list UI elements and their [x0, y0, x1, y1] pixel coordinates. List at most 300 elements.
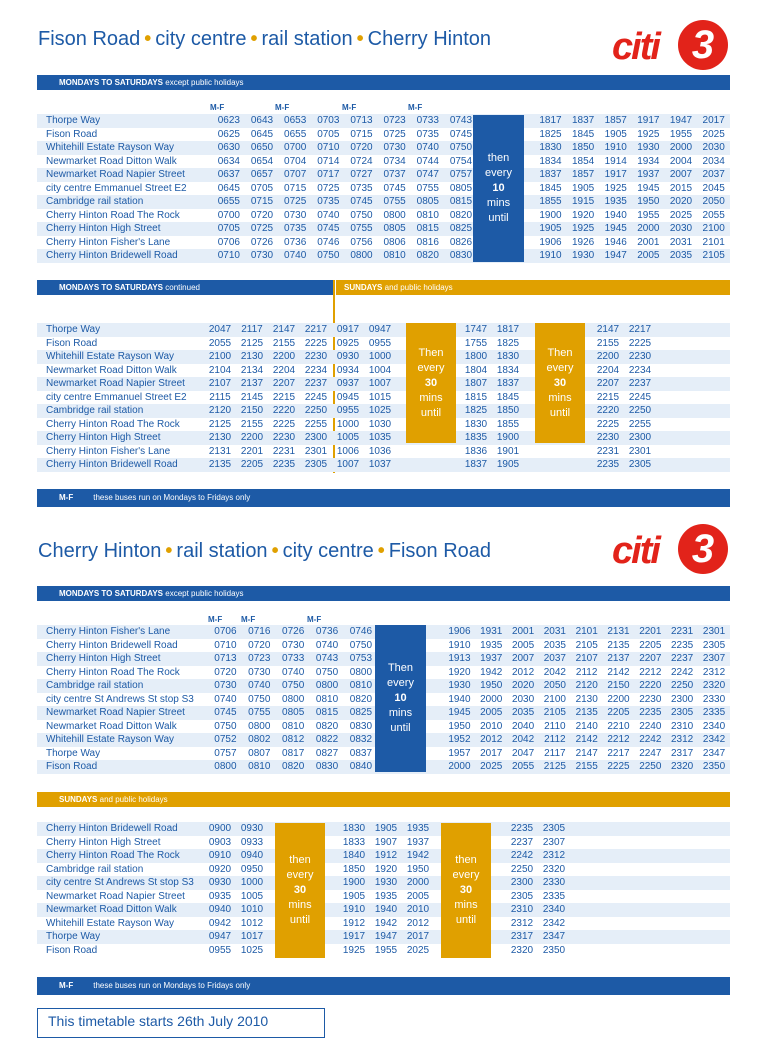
bullet-icon: •	[271, 540, 279, 562]
departure-time: 0730	[248, 666, 271, 678]
departure-time: 1945	[637, 182, 660, 194]
departure-time: 2012	[475, 733, 507, 747]
bar-sublabel: except public holidays	[165, 589, 244, 598]
departure-time: 1942	[402, 849, 434, 863]
departure-time: 2200	[236, 431, 268, 445]
departure-time: 1900	[539, 209, 562, 221]
departure-time: 1030	[368, 418, 392, 430]
departure-time: 1925	[342, 944, 366, 956]
departure-time: 2242	[671, 666, 694, 678]
departure-time: 1905	[370, 822, 402, 836]
departure-time: 0830	[310, 760, 344, 774]
departure-time: 1947	[665, 114, 698, 128]
departure-time: 2110	[544, 720, 566, 732]
box-interval: 10	[394, 692, 407, 704]
departure-time: 0930	[332, 350, 364, 364]
table-row	[37, 391, 730, 405]
departure-time: 2025	[669, 209, 693, 221]
box-text: until	[420, 406, 442, 419]
departure-time: 2104	[208, 364, 232, 376]
frequency-box	[535, 323, 585, 443]
row-filler	[570, 849, 730, 863]
departure-time: 1815	[464, 391, 488, 403]
stop-name: Newmarket Road Ditton Walk	[46, 364, 177, 376]
departure-time: 2237	[510, 836, 534, 848]
departure-time: 2207	[634, 652, 666, 666]
box-text: every	[485, 167, 512, 179]
departure-time: 1835	[460, 431, 492, 445]
box-text: mins	[486, 197, 511, 209]
departure-time: 2215	[272, 391, 296, 403]
departure-time: 0725	[245, 222, 278, 236]
departure-time: 0955	[368, 337, 392, 349]
departure-time: 1817	[534, 114, 567, 128]
box-text: then	[289, 854, 311, 866]
departure-time: 2237	[666, 652, 698, 666]
departure-time: 2230	[624, 350, 656, 364]
departure-time: 2250	[510, 863, 534, 875]
departure-time: 2017	[402, 930, 434, 944]
departure-time: 2215	[596, 391, 620, 403]
departure-time: 1907	[374, 836, 398, 848]
departure-time: 2305	[666, 706, 698, 720]
departure-time: 0947	[204, 930, 236, 944]
stop-name: Thorpe Way	[37, 930, 204, 944]
frequency-box	[275, 823, 325, 958]
departure-time: 0724	[350, 155, 373, 167]
table-row	[37, 431, 730, 445]
departure-time: 0832	[344, 733, 378, 747]
departure-time: 0757	[444, 168, 477, 182]
departure-time: 1940	[370, 903, 402, 917]
departure-time: 1850	[567, 141, 600, 155]
departure-time: 0815	[444, 195, 477, 209]
box-text: Then	[387, 662, 414, 674]
departure-time: 0740	[279, 249, 312, 263]
departure-time: 0805	[276, 706, 310, 720]
departure-time: 2112	[539, 733, 571, 747]
departure-time: 1830	[492, 350, 524, 364]
departure-time: 2135	[204, 458, 236, 472]
departure-time: 2235	[506, 822, 538, 836]
departure-time: 2150	[236, 404, 268, 418]
departure-time: 2240	[639, 720, 662, 732]
departure-time: 2035	[507, 706, 539, 720]
departure-time: 2342	[542, 917, 566, 929]
departure-time: 2147	[268, 323, 300, 337]
box-text: mins	[548, 391, 572, 404]
departure-time: 2100	[697, 222, 730, 236]
departure-time: 2012	[406, 917, 430, 929]
row-filler	[570, 876, 730, 890]
departure-time: 1004	[368, 364, 392, 376]
departure-time: 0752	[208, 733, 242, 747]
title-part: Cherry Hinton	[367, 28, 492, 50]
departure-time: 1942	[374, 917, 398, 929]
mf-note-bar	[37, 977, 730, 995]
departure-time: 2237	[624, 377, 656, 391]
departure-time: 0740	[282, 666, 305, 678]
stop-name: Newmarket Road Napier Street	[46, 890, 185, 902]
logo-number: 3	[678, 20, 728, 70]
departure-time: 1850	[492, 404, 524, 418]
departure-time: 2030	[511, 693, 535, 705]
departure-time: 2145	[240, 391, 264, 403]
table-row	[37, 863, 730, 877]
departure-time: 1950	[632, 195, 665, 209]
departure-time: 2231	[666, 625, 698, 639]
stop-name: Cherry Hinton High Street	[46, 836, 161, 848]
departure-time: 2300	[300, 431, 332, 445]
departure-time: 2155	[596, 337, 620, 349]
departure-time: 2020	[507, 679, 539, 693]
row-filler	[570, 863, 730, 877]
departure-time: 1913	[444, 652, 476, 666]
departure-time: 2225	[596, 418, 620, 430]
departure-time: 2230	[300, 350, 332, 364]
departure-time: 0822	[310, 733, 344, 747]
table-row	[37, 930, 730, 944]
departure-time: 2210	[607, 720, 630, 732]
departure-time: 2000	[480, 693, 503, 705]
table-row	[37, 822, 730, 836]
departure-time: 0703	[312, 114, 345, 128]
section1-title	[38, 28, 491, 51]
row-filler	[656, 418, 730, 432]
citi3-logo	[612, 20, 732, 76]
departure-time: 0713	[345, 114, 378, 128]
note-code: M-F	[59, 493, 74, 502]
departure-time: 1000	[364, 350, 396, 364]
departure-time: 2212	[603, 733, 635, 747]
departure-time: 0755	[378, 195, 411, 209]
departure-time: 1804	[464, 364, 488, 376]
departure-time: 1855	[496, 418, 520, 430]
departure-time: 1857	[599, 114, 632, 128]
departure-time: 0800	[282, 693, 305, 705]
departure-time: 2342	[698, 733, 730, 747]
departure-time: 2150	[603, 679, 635, 693]
departure-time: 2301	[628, 445, 652, 457]
mf-marker: M-F	[408, 103, 423, 112]
departure-time: 0800	[345, 249, 378, 263]
departure-time: 2235	[634, 706, 666, 720]
departure-time: 2312	[666, 733, 698, 747]
departure-time: 1937	[475, 652, 507, 666]
departure-time: 1937	[632, 168, 665, 182]
departure-time: 2005	[406, 890, 430, 902]
departure-time: 0745	[208, 706, 242, 720]
departure-time: 0825	[444, 222, 477, 236]
departure-time: 1755	[464, 337, 488, 349]
stop-name: Cherry Hinton Fisher's Lane	[37, 625, 208, 639]
title-part: rail station	[261, 28, 353, 50]
departure-time: 1017	[236, 930, 268, 944]
departure-time: 2005	[632, 249, 665, 263]
departure-time: 2250	[666, 679, 698, 693]
bar-label: MONDAYS TO SATURDAYS	[59, 78, 164, 87]
departure-time: 0800	[208, 760, 242, 774]
departure-time: 0800	[248, 720, 271, 732]
stop-name: Newmarket Road Napier Street	[37, 706, 208, 720]
departure-time: 1955	[669, 128, 693, 140]
box-interval: 30	[459, 884, 473, 896]
departure-time: 2147	[592, 323, 624, 337]
departure-time: 2147	[575, 747, 598, 759]
table-row	[37, 155, 730, 169]
box-interval: 30	[553, 376, 567, 389]
departure-time: 0745	[383, 182, 406, 194]
departure-time: 0733	[276, 652, 310, 666]
row-filler	[570, 944, 730, 958]
departure-time: 2300	[671, 693, 694, 705]
departure-time: 2220	[268, 404, 300, 418]
departure-time: 2037	[539, 652, 571, 666]
departure-time: 0755	[345, 222, 378, 236]
bar-label: SUNDAYS	[344, 283, 383, 292]
departure-time: 0736	[284, 236, 307, 248]
departure-time: 2310	[506, 903, 538, 917]
row-filler	[656, 350, 730, 364]
departure-time: 0745	[345, 195, 378, 209]
bar-label: SUNDAYS	[59, 795, 98, 804]
departure-time: 2305	[510, 890, 534, 902]
departure-time: 2105	[697, 249, 730, 263]
stop-name: Cherry Hinton Bridewell Road	[37, 249, 212, 263]
departure-time: 2142	[571, 733, 603, 747]
departure-time: 2000	[632, 222, 665, 236]
box-text: until	[289, 914, 311, 926]
stop-name: Cherry Hinton Road The Rock	[46, 666, 180, 678]
row-filler	[656, 323, 730, 337]
timetable-section1	[37, 114, 730, 263]
departure-time: 0727	[345, 168, 378, 182]
row-filler	[570, 836, 730, 850]
departure-time: 0825	[344, 706, 378, 720]
stop-name: Newmarket Road Napier Street	[37, 168, 212, 182]
departure-time: 2245	[628, 391, 652, 403]
departure-time: 0643	[245, 114, 278, 128]
departure-time: 0740	[214, 693, 237, 705]
departure-time: 0934	[336, 364, 360, 376]
departure-time: 0717	[312, 168, 345, 182]
departure-time: 0937	[332, 377, 364, 391]
box-interval: 30	[293, 884, 307, 896]
departure-time: 0750	[350, 209, 373, 221]
departure-time: 1942	[480, 666, 503, 678]
departure-time: 0840	[344, 760, 378, 774]
departure-time: 2125	[208, 418, 232, 430]
departure-time: 1857	[567, 168, 600, 182]
departure-time: 0743	[444, 114, 477, 128]
departure-time: 2034	[702, 155, 725, 167]
departure-time: 0740	[315, 639, 339, 651]
departure-time: 2107	[571, 652, 603, 666]
departure-time: 0720	[248, 639, 271, 651]
departure-time: 0730	[208, 679, 242, 693]
departure-time: 2155	[571, 760, 603, 774]
departure-time: 2340	[702, 720, 726, 732]
departure-time: 0655	[212, 195, 245, 209]
departure-time: 2245	[304, 391, 328, 403]
table-row	[37, 128, 730, 142]
departure-time: 2007	[507, 652, 539, 666]
departure-time: 0753	[344, 652, 378, 666]
departure-time: 1905	[604, 128, 627, 140]
table-row	[37, 323, 730, 337]
stop-name: Fison Road	[46, 128, 98, 140]
table-row	[37, 364, 730, 378]
departure-time: 1931	[475, 625, 507, 639]
mf-marker: M-F	[208, 615, 223, 624]
departure-time: 2250	[300, 404, 332, 418]
departure-time: 2050	[697, 195, 730, 209]
departure-time: 2200	[592, 350, 624, 364]
departure-time: 2225	[628, 337, 652, 349]
departure-time: 0820	[411, 249, 444, 263]
box-text: every	[417, 361, 445, 374]
departure-time: 1000	[236, 876, 268, 890]
stop-name: Fison Road	[46, 337, 98, 349]
departure-time: 0630	[212, 141, 245, 155]
departure-time: 2200	[607, 693, 630, 705]
departure-time: 0710	[312, 141, 345, 155]
box-text: until	[455, 914, 477, 926]
table-row	[37, 836, 730, 850]
departure-time: 0800	[383, 209, 406, 221]
departure-time: 2301	[698, 625, 730, 639]
departure-time: 2347	[538, 930, 570, 944]
departure-time: 2207	[268, 377, 300, 391]
departure-time: 1920	[448, 666, 471, 678]
departure-time: 2204	[596, 364, 620, 376]
departure-time: 2100	[543, 693, 566, 705]
departure-time: 1955	[637, 209, 660, 221]
departure-time: 2130	[204, 431, 236, 445]
departure-time: 0800	[310, 679, 344, 693]
departure-time: 1005	[332, 431, 364, 445]
departure-time: 2055	[507, 760, 539, 774]
departure-time: 2225	[272, 418, 296, 430]
departure-time: 1037	[364, 458, 396, 472]
box-interval: 30	[424, 376, 438, 389]
departure-time: 2217	[607, 747, 630, 759]
departure-time: 0730	[284, 209, 307, 221]
bullet-icon: •	[165, 540, 173, 562]
title-part: rail station	[176, 540, 268, 562]
table-row	[37, 249, 730, 263]
departure-time: 0645	[250, 128, 274, 140]
table-row	[37, 849, 730, 863]
mf-marker: M-F	[307, 615, 322, 624]
departure-time: 0930	[236, 822, 268, 836]
row-filler	[570, 930, 730, 944]
departure-time: 2320	[542, 863, 566, 875]
departure-time: 1910	[338, 903, 370, 917]
departure-time: 0735	[350, 182, 373, 194]
note-text: these buses run on Mondays to Fridays only	[93, 493, 251, 502]
departure-time: 0723	[242, 652, 276, 666]
stop-name: Whitehill Estate Rayson Way	[46, 917, 175, 929]
departure-time: 2247	[639, 747, 662, 759]
departure-time: 2050	[539, 679, 571, 693]
stop-name: Thorpe Way	[37, 114, 212, 128]
departure-time: 2015	[669, 182, 693, 194]
title-part: Fison Road	[388, 540, 492, 562]
mf-marker: M-F	[342, 103, 357, 112]
departure-time: 1007	[364, 377, 396, 391]
row-filler	[656, 364, 730, 378]
departure-time: 0744	[416, 155, 439, 167]
box-text: mins	[388, 707, 413, 719]
departure-time: 2007	[665, 168, 698, 182]
departure-time: 0750	[315, 666, 339, 678]
departure-time: 2020	[665, 195, 698, 209]
box-interval: 10	[492, 182, 505, 194]
departure-time: 0700	[217, 209, 240, 221]
departure-time: 1905	[572, 182, 595, 194]
departure-time: 1035	[364, 431, 396, 445]
departure-time: 2120	[204, 404, 236, 418]
box-text: Then	[547, 346, 573, 359]
departure-time: 1901	[496, 445, 520, 457]
table-row	[37, 917, 730, 931]
departure-time: 2340	[538, 903, 570, 917]
box-text: every	[387, 677, 414, 689]
departure-time: 1914	[604, 155, 627, 167]
departure-time: 0745	[449, 128, 473, 140]
departure-time: 0806	[383, 236, 406, 248]
departure-time: 0816	[416, 236, 439, 248]
departure-time: 2031	[539, 625, 571, 639]
departure-time: 0815	[310, 706, 344, 720]
departure-time: 0743	[310, 652, 344, 666]
departure-time: 2335	[698, 706, 730, 720]
departure-time: 2137	[603, 652, 635, 666]
departure-time: 1837	[492, 377, 524, 391]
departure-time: 0700	[279, 141, 312, 155]
departure-time: 0637	[212, 168, 245, 182]
departure-time: 2201	[634, 625, 666, 639]
logo-word: citi	[612, 26, 659, 68]
table-row	[37, 944, 730, 958]
departure-time: 2035	[665, 249, 698, 263]
stop-name: Cherry Hinton High Street	[37, 652, 208, 666]
stop-name: Newmarket Road Ditton Walk	[46, 720, 177, 732]
departure-time: 2220	[592, 404, 624, 418]
departure-time: 0815	[411, 222, 444, 236]
table-row	[37, 377, 730, 391]
departure-time: 2135	[571, 706, 603, 720]
bar-label: MONDAYS TO SATURDAYS	[59, 589, 164, 598]
note-code: M-F	[59, 981, 74, 990]
departure-time: 1807	[460, 377, 492, 391]
departure-time: 1830	[464, 418, 488, 430]
departure-time: 1817	[492, 323, 524, 337]
departure-time: 0757	[214, 747, 237, 759]
box-text: mins	[288, 899, 312, 911]
departure-time: 2025	[406, 944, 430, 956]
departure-time: 1945	[444, 706, 476, 720]
departure-time: 0805	[411, 195, 444, 209]
frequency-gap	[524, 458, 592, 472]
stop-name: Cherry Hinton Bridewell Road	[37, 458, 204, 472]
departure-time: 2004	[669, 155, 693, 167]
departure-time: 1946	[604, 236, 627, 248]
stop-name: Thorpe Way	[37, 323, 204, 337]
departure-time: 0726	[276, 625, 310, 639]
departure-time: 1935	[480, 639, 503, 651]
